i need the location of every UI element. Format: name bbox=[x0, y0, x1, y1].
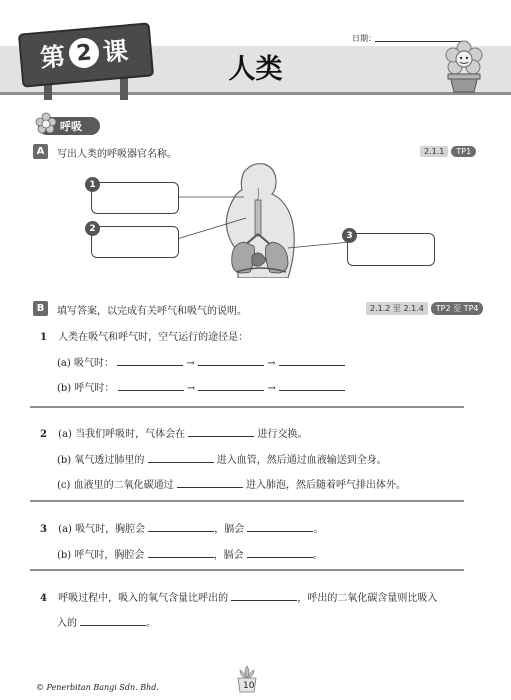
q1b-row bbox=[57, 379, 345, 394]
q1b-arrow-1: → bbox=[186, 383, 196, 394]
q2c-post: 进入肺泡，然后随着呼气排出体外。 bbox=[245, 480, 406, 491]
q4-blank-1[interactable] bbox=[231, 591, 297, 601]
answer-box-2[interactable] bbox=[91, 226, 179, 258]
q1a-text: 吸气时： bbox=[73, 358, 114, 369]
q2b-row bbox=[57, 451, 387, 466]
q1a-blank-1[interactable] bbox=[117, 356, 183, 366]
q2b-pre: 氧气透过肺里的 bbox=[74, 455, 145, 466]
page-title: 人类 bbox=[228, 54, 283, 85]
q2b-label: (b) bbox=[57, 455, 72, 466]
q3b-pre: 呼气时，胸腔会 bbox=[74, 550, 145, 561]
q1b-blank-2[interactable] bbox=[198, 381, 264, 391]
lesson-prefix: 第 bbox=[39, 41, 67, 73]
q1-row bbox=[40, 328, 248, 343]
q3a-end: 。 bbox=[313, 524, 324, 535]
part-a-badge: A bbox=[33, 144, 48, 159]
q3b-mid: ，膈会 bbox=[213, 550, 244, 561]
q2a-label: (a) bbox=[58, 429, 72, 440]
q2c-blank[interactable] bbox=[177, 478, 243, 488]
part-b-badge: B bbox=[33, 301, 48, 316]
q1-text: 人类在吸气和呼气时，空气运行的途径是： bbox=[58, 332, 249, 343]
q4-blank-2[interactable] bbox=[80, 616, 146, 626]
answer-box-1[interactable] bbox=[91, 182, 179, 214]
q2b-post: 进入血管，然后通过血液输送到全身。 bbox=[216, 455, 387, 466]
q1-number: 1 bbox=[40, 332, 47, 343]
label-number-3: 3 bbox=[342, 228, 357, 243]
part-b-tp: TP2 至 TP4 bbox=[431, 302, 484, 315]
q3b-end: 。 bbox=[312, 550, 323, 561]
q1b-blank-3[interactable] bbox=[279, 381, 345, 391]
q2c-row bbox=[57, 476, 406, 491]
q4-line2-post: 。 bbox=[146, 618, 157, 629]
q2a-row bbox=[40, 425, 307, 440]
q2c-pre: 血液里的二氧化碳通过 bbox=[73, 480, 174, 491]
lesson-number: 2 bbox=[68, 37, 101, 70]
answer-box-3[interactable] bbox=[347, 233, 435, 266]
part-b-standards bbox=[366, 302, 483, 315]
q1b-blank-1[interactable] bbox=[118, 381, 184, 391]
q3b-label: (b) bbox=[57, 550, 72, 561]
part-b-instruction: 填写答案，以完成有关呼气和吸气的说明。 bbox=[57, 306, 247, 317]
separator-2 bbox=[30, 500, 464, 502]
q4-line2-pre: 入的 bbox=[57, 618, 77, 629]
q2-number: 2 bbox=[40, 429, 47, 440]
q3b-blank-2[interactable] bbox=[247, 548, 313, 558]
q3-number: 3 bbox=[40, 524, 47, 535]
separator-3 bbox=[30, 569, 464, 571]
q3b-row bbox=[57, 546, 323, 561]
q1b-label: (b) bbox=[57, 383, 72, 394]
section-label: 呼吸 bbox=[60, 120, 82, 133]
q2a-blank[interactable] bbox=[188, 427, 254, 437]
q4-line1 bbox=[40, 589, 437, 604]
q3a-pre: 吸气时，胸腔会 bbox=[75, 524, 146, 535]
q2a-post: 进行交换。 bbox=[257, 429, 308, 440]
part-b-standard: 2.1.2 至 2.1.4 bbox=[366, 302, 428, 315]
label-number-1: 1 bbox=[85, 177, 100, 192]
q1b-text: 呼气时： bbox=[74, 383, 115, 394]
q4-line2 bbox=[57, 614, 156, 629]
q1a-label: (a) bbox=[57, 358, 71, 369]
footer-copyright: © Penerbitan Bangi Sdn. Bhd. bbox=[36, 683, 159, 692]
q1a-arrow-2: → bbox=[267, 358, 276, 369]
q2c-label: (c) bbox=[57, 480, 71, 491]
q4-line1-pre: 呼吸过程中，吸入的氧气含量比呼出的 bbox=[58, 593, 229, 604]
q1a-arrow-1: → bbox=[186, 358, 195, 369]
q3b-blank-1[interactable] bbox=[148, 548, 214, 558]
part-a-instruction: 写出人类的呼吸器官名称。 bbox=[57, 149, 177, 160]
q3a-label: (a) bbox=[58, 524, 72, 535]
q3a-blank-1[interactable] bbox=[148, 522, 214, 532]
q2a-pre: 当我们呼吸时，气体会在 bbox=[75, 429, 186, 440]
lesson-suffix: 课 bbox=[101, 36, 130, 68]
q1b-arrow-2: → bbox=[267, 383, 276, 394]
q2b-blank[interactable] bbox=[148, 453, 214, 463]
part-a-tp: TP1 bbox=[451, 146, 476, 157]
q3a-mid: ，膈会 bbox=[214, 524, 245, 535]
q3a-row bbox=[40, 520, 323, 535]
label-number-2: 2 bbox=[85, 221, 100, 236]
q1a-blank-3[interactable] bbox=[279, 356, 345, 366]
q1a-row bbox=[57, 354, 345, 369]
q4-number: 4 bbox=[40, 593, 47, 604]
date-label: 日期： bbox=[352, 34, 376, 43]
part-a-standard: 2.1.1 bbox=[420, 146, 448, 157]
q3a-blank-2[interactable] bbox=[247, 522, 313, 532]
q1a-blank-2[interactable] bbox=[198, 356, 264, 366]
separator-1 bbox=[30, 406, 464, 408]
q4-line1-post: ，呼出的二氧化碳含量则比吸入 bbox=[297, 593, 438, 604]
page-number: 10 bbox=[243, 681, 255, 691]
